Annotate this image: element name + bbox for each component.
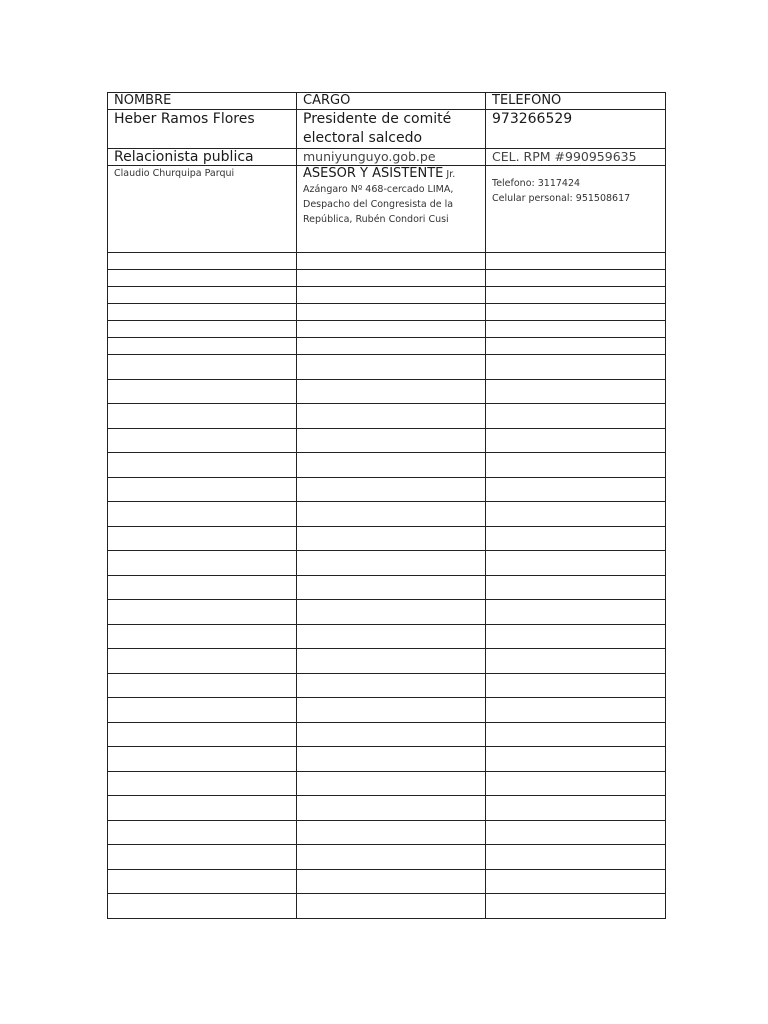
empty-cell (297, 722, 486, 747)
empty-cell (297, 845, 486, 870)
cell-nombre: Claudio Churquipa Parqui (108, 166, 297, 253)
table-row (108, 166, 666, 253)
empty-cell (486, 321, 666, 338)
empty-cell (108, 477, 297, 502)
empty-cell (297, 649, 486, 674)
empty-cell (486, 551, 666, 576)
empty-cell (297, 453, 486, 478)
empty-cell (108, 355, 297, 380)
empty-cell (108, 404, 297, 429)
empty-cell (486, 379, 666, 404)
empty-cell (486, 575, 666, 600)
empty-cell (486, 820, 666, 845)
empty-row (108, 869, 666, 894)
cell-telefono (486, 166, 666, 253)
empty-cell (108, 304, 297, 321)
cell-cargo: muniyunguyo.gob.pe (297, 149, 486, 166)
empty-cell (297, 379, 486, 404)
empty-cell (486, 771, 666, 796)
empty-cell (108, 600, 297, 625)
empty-cell (108, 722, 297, 747)
empty-row (108, 287, 666, 304)
empty-cell (486, 698, 666, 723)
empty-cell (297, 624, 486, 649)
empty-cell (297, 355, 486, 380)
empty-cell (486, 526, 666, 551)
table-row (108, 110, 666, 149)
empty-cell (108, 698, 297, 723)
cargo-detail: Jr. Azángaro Nº 468-cercado LIMA, Despacho del Congresista de la República, Rubén Condori Cusi (303, 169, 456, 225)
empty-row (108, 747, 666, 772)
empty-cell (486, 673, 666, 698)
empty-row (108, 845, 666, 870)
empty-cell (108, 673, 297, 698)
empty-cell (486, 404, 666, 429)
empty-cell (297, 338, 486, 355)
empty-cell (297, 477, 486, 502)
empty-row (108, 526, 666, 551)
empty-row (108, 722, 666, 747)
empty-cell (108, 747, 297, 772)
empty-cell (486, 287, 666, 304)
empty-cell (108, 502, 297, 527)
cell-telefono: CEL. RPM #990959635 (486, 149, 666, 166)
empty-cell (108, 894, 297, 919)
empty-cell (486, 624, 666, 649)
empty-cell (108, 551, 297, 576)
cargo-title: ASESOR Y ASISTENTE (303, 166, 444, 181)
empty-cell (297, 270, 486, 287)
empty-cell (486, 338, 666, 355)
empty-cell (297, 287, 486, 304)
empty-row (108, 502, 666, 527)
empty-cell (297, 747, 486, 772)
empty-cell (486, 270, 666, 287)
empty-cell (297, 894, 486, 919)
empty-cell (108, 453, 297, 478)
empty-cell (108, 428, 297, 453)
header-telefono: TELEFONO (486, 93, 666, 110)
empty-cell (108, 869, 297, 894)
empty-cell (108, 379, 297, 404)
empty-row (108, 453, 666, 478)
empty-cell (108, 771, 297, 796)
empty-cell (297, 796, 486, 821)
empty-row (108, 698, 666, 723)
empty-row (108, 270, 666, 287)
empty-cell (486, 253, 666, 270)
empty-cell (108, 649, 297, 674)
empty-row (108, 355, 666, 380)
empty-cell (108, 287, 297, 304)
empty-row (108, 820, 666, 845)
empty-cell (486, 453, 666, 478)
cell-telefono: 973266529 (486, 110, 666, 149)
empty-cell (486, 304, 666, 321)
empty-cell (486, 722, 666, 747)
empty-cell (108, 796, 297, 821)
empty-row (108, 796, 666, 821)
empty-cell (486, 355, 666, 380)
empty-cell (297, 869, 486, 894)
empty-row (108, 379, 666, 404)
empty-cell (108, 820, 297, 845)
empty-cell (108, 338, 297, 355)
empty-cell (297, 253, 486, 270)
empty-cell (486, 600, 666, 625)
empty-rows (108, 253, 666, 919)
empty-row (108, 649, 666, 674)
empty-cell (108, 845, 297, 870)
empty-cell (297, 551, 486, 576)
empty-cell (486, 747, 666, 772)
empty-row (108, 253, 666, 270)
empty-cell (486, 649, 666, 674)
empty-row (108, 673, 666, 698)
empty-cell (297, 404, 486, 429)
empty-cell (108, 575, 297, 600)
empty-cell (486, 894, 666, 919)
header-row (108, 93, 666, 110)
header-cargo: CARGO (297, 93, 486, 110)
empty-cell (486, 796, 666, 821)
empty-cell (297, 820, 486, 845)
empty-cell (486, 502, 666, 527)
contacts-table (107, 92, 666, 919)
empty-row (108, 404, 666, 429)
empty-cell (486, 477, 666, 502)
empty-row (108, 771, 666, 796)
cell-cargo (297, 166, 486, 253)
empty-cell (108, 321, 297, 338)
telefono-line: Telefono: 3117424 (492, 178, 581, 189)
cell-nombre: Relacionista publica (108, 149, 297, 166)
empty-cell (297, 428, 486, 453)
empty-cell (108, 270, 297, 287)
empty-cell (297, 771, 486, 796)
empty-cell (486, 428, 666, 453)
empty-row (108, 551, 666, 576)
empty-row (108, 304, 666, 321)
empty-cell (297, 673, 486, 698)
cell-cargo: Presidente de comité electoral salcedo (297, 110, 486, 149)
empty-cell (297, 321, 486, 338)
empty-cell (297, 502, 486, 527)
empty-cell (486, 845, 666, 870)
empty-row (108, 600, 666, 625)
table-row (108, 149, 666, 166)
empty-cell (297, 600, 486, 625)
empty-cell (108, 624, 297, 649)
header-nombre: NOMBRE (108, 93, 297, 110)
empty-row (108, 894, 666, 919)
cell-nombre: Heber Ramos Flores (108, 110, 297, 149)
empty-row (108, 428, 666, 453)
empty-row (108, 338, 666, 355)
empty-row (108, 624, 666, 649)
empty-cell (297, 575, 486, 600)
empty-cell (297, 304, 486, 321)
celular-line: Celular personal: 951508617 (492, 193, 631, 204)
empty-cell (108, 526, 297, 551)
empty-row (108, 477, 666, 502)
empty-cell (486, 869, 666, 894)
empty-cell (297, 698, 486, 723)
empty-cell (108, 253, 297, 270)
empty-row (108, 321, 666, 338)
empty-row (108, 575, 666, 600)
empty-cell (297, 526, 486, 551)
